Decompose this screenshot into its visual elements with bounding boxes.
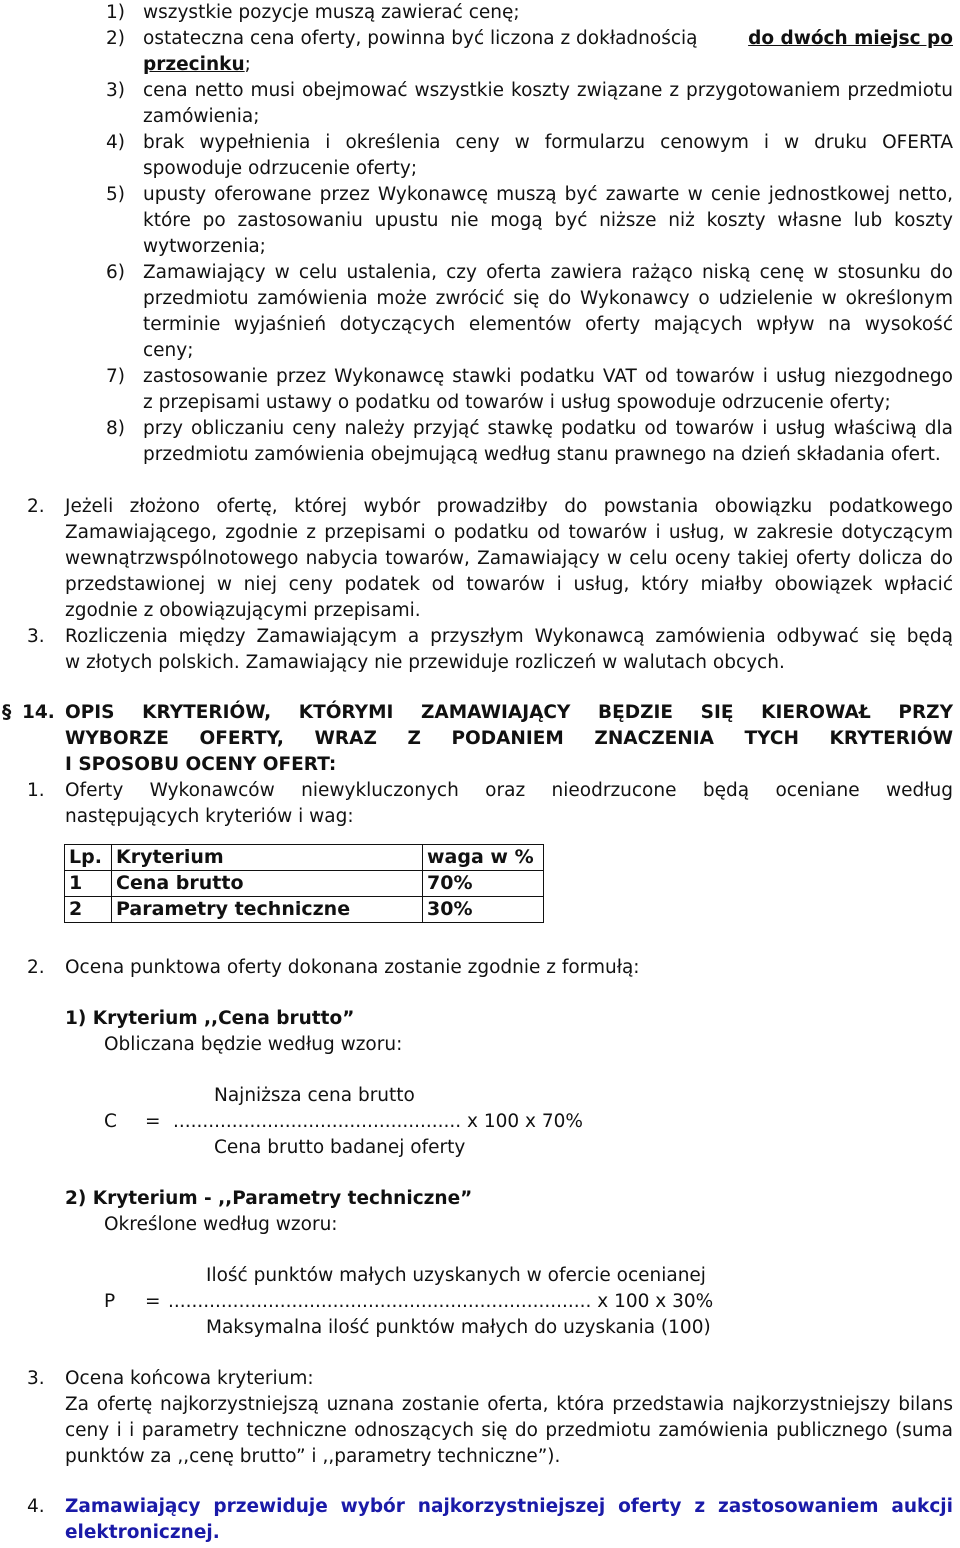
crit1-denominator: Cena brutto badanej oferty <box>214 1137 466 1158</box>
item4-line-2: elektronicznej. <box>65 1522 220 1543</box>
para2-line-3: wewnątrzwspólnotowego nabycia towarów, Zamawiający w celu oceny takiej oferty dolicza do <box>65 548 953 569</box>
table-cell-waga: 30% <box>423 897 544 923</box>
list-item-2-text: ostateczna cena oferty, powinna być liczona z dokładnością <box>143 28 698 49</box>
list-num-2: 2) <box>106 28 125 49</box>
item2-num: 2. <box>27 957 45 978</box>
section14-heading-line-2: WYBORZE OFERTY, WRAZ Z PODANIEM ZNACZENIA TYCH KRYTERIÓW <box>65 728 953 749</box>
list-item-5-line-3: wytworzenia; <box>143 236 266 257</box>
table-cell-lp: 2 <box>65 897 112 923</box>
item3-line-3: punktów za ,,cenę brutto” i ,,parametry techniczne”). <box>65 1446 561 1467</box>
crit1-dots: ................................................. x 100 x 70% <box>173 1111 583 1132</box>
list-num-7: 7) <box>106 366 125 387</box>
list-item-2-end: ; <box>244 54 251 75</box>
list-item-5-line-2: które po zastosowaniu upustu nie mogą być niższe niż koszty własne lub koszty <box>143 210 953 231</box>
list-item-5-line-1: upusty oferowane przez Wykonawcę muszą być zawarte w cenie jednostkowej netto, <box>143 184 953 205</box>
crit2-eq: = <box>145 1291 161 1312</box>
section14-heading-line-3: I SPOSOBU OCENY OFERT: <box>65 754 337 775</box>
item3-num: 3. <box>27 1368 45 1389</box>
list-item-6-line-2: przedmiotu zamówienia może zwrócić się do Wykonawcy o udzielenie w określonym <box>143 288 953 309</box>
table-cell-lp: 1 <box>65 871 112 897</box>
list-item-2-line-2 <box>143 52 251 78</box>
list-item-6-line-3: terminie wyjaśnień dotyczących elementów oferty mających wpływ na wysokość <box>143 314 953 335</box>
list-item-3-line-2: zamówienia; <box>143 106 260 127</box>
item3-title: Ocena końcowa kryterium: <box>65 1368 314 1389</box>
item4-num: 4. <box>27 1496 45 1517</box>
list-item-8-line-1: przy obliczaniu ceny należy przyjąć stawkę podatku od towarów i usług właściwą dla <box>143 418 953 439</box>
list-item-4-line-2: spowoduje odrzucenie oferty; <box>143 158 418 179</box>
crit1-lhs: C <box>104 1111 117 1132</box>
item3-line-1: Za ofertę najkorzystniejszą uznana zostanie oferta, która przedstawia najkorzystniejszy bilans <box>65 1394 953 1415</box>
section14-num: 14. <box>22 702 55 723</box>
crit2-sub: Określone według wzoru: <box>104 1214 338 1235</box>
crit1-sub: Obliczana będzie według wzoru: <box>104 1034 403 1055</box>
list-item-6-line-4: ceny; <box>143 340 194 361</box>
para3-line-1: Rozliczenia między Zamawiającym a przyszłym Wykonawcą zamówienia odbywać się będą <box>65 626 953 647</box>
table-cell-kryterium: Parametry techniczne <box>112 897 423 923</box>
criteria-table <box>64 844 544 923</box>
list-item-4-line-1: brak wypełnienia i określenia ceny w formularzu cenowym i w druku OFERTA <box>143 132 953 153</box>
section14-heading-line-1: OPIS KRYTERIÓW, KTÓRYMI ZAMAWIAJĄCY BĘDZIE SIĘ KIEROWAŁ PRZY <box>65 702 953 723</box>
para2-line-1: Jeżeli złożono ofertę, której wybór prowadziłby do powstania obowiązku podatkowego <box>65 496 953 517</box>
table-header-row <box>65 845 544 871</box>
table-cell-kryterium: Cena brutto <box>112 871 423 897</box>
item4-line-1: Zamawiający przewiduje wybór najkorzystniejszej oferty z zastosowaniem aukcji <box>65 1496 953 1517</box>
list-num-6: 6) <box>106 262 125 283</box>
para2-line-2: Zamawiającego, zgodnie z przepisami o podatku od towarów i usług, w zakresie dotyczącym <box>65 522 953 543</box>
list-num-5: 5) <box>106 184 125 205</box>
table-row <box>65 871 544 897</box>
crit2-title: 2) Kryterium - ,,Parametry techniczne” <box>65 1188 473 1209</box>
crit1-eq: = <box>145 1111 161 1132</box>
list-item-2-emphasis-cont: przecinku <box>143 54 245 75</box>
para3-num: 3. <box>27 626 45 647</box>
item2-text: Ocena punktowa oferty dokonana zostanie zgodnie z formułą: <box>65 957 640 978</box>
section14-marker: § <box>2 702 12 723</box>
item1-line-1: Oferty Wykonawców niewykluczonych oraz nieodrzucone będą oceniane według <box>65 780 953 801</box>
para2-num: 2. <box>27 496 45 517</box>
para2-line-5: zgodnie z obowiązującymi przepisami. <box>65 600 421 621</box>
list-item-7-line-1: zastosowanie przez Wykonawcę stawki podatku VAT od towarów i usług niezgodnego <box>143 366 953 387</box>
list-item-8-line-2: przedmiotu zamówienia obejmującą według stanu prawnego na dzień składania ofert. <box>143 444 941 465</box>
list-item-2-emphasis: do dwóch miejsc po <box>748 28 953 49</box>
crit2-dots: ........................................................................ x 100 x 30% <box>168 1291 714 1312</box>
list-item-7-line-2: z przepisami ustawy o podatku od towarów i usług spowoduje odrzucenie oferty; <box>143 392 891 413</box>
list-num-8: 8) <box>106 418 125 439</box>
table-cell-waga: 70% <box>423 871 544 897</box>
list-item-3-line-1: cena netto musi obejmować wszystkie koszty związane z przygotowaniem przedmiotu <box>143 80 953 101</box>
list-num-3: 3) <box>106 80 125 101</box>
crit1-numerator: Najniższa cena brutto <box>214 1085 415 1106</box>
list-num-1: 1) <box>106 2 125 23</box>
item1-num: 1. <box>27 780 45 801</box>
table-header-waga: waga w % <box>423 845 544 871</box>
para2-line-4: przedstawionej w niej ceny podatek od towarów i usług, który miałby obowiązek wpłacić <box>65 574 953 595</box>
list-item-6-line-1: Zamawiający w celu ustalenia, czy oferta zawiera rażąco niską cenę w stosunku do <box>143 262 953 283</box>
list-num-4: 4) <box>106 132 125 153</box>
para3-line-2: w złotych polskich. Zamawiający nie przewiduje rozliczeń w walutach obcych. <box>65 652 785 673</box>
table-header-kryterium: Kryterium <box>112 845 423 871</box>
table-row <box>65 897 544 923</box>
crit2-lhs: P <box>104 1291 116 1312</box>
item1-line-2: następujących kryteriów i wag: <box>65 806 354 827</box>
crit1-title: 1) Kryterium ,,Cena brutto” <box>65 1008 355 1029</box>
table-header-lp: Lp. <box>65 845 112 871</box>
crit2-denominator: Maksymalna ilość punktów małych do uzyskania (100) <box>206 1317 711 1338</box>
item3-line-2: ceny i i parametry techniczne odnoszących się do przedmiotu zamówienia publicznego (suma <box>65 1420 953 1441</box>
list-item-1-line-1: wszystkie pozycje muszą zawierać cenę; <box>143 2 520 23</box>
crit2-numerator: Ilość punktów małych uzyskanych w ofercie ocenianej <box>206 1265 706 1286</box>
list-item-2-line-1 <box>143 26 953 52</box>
